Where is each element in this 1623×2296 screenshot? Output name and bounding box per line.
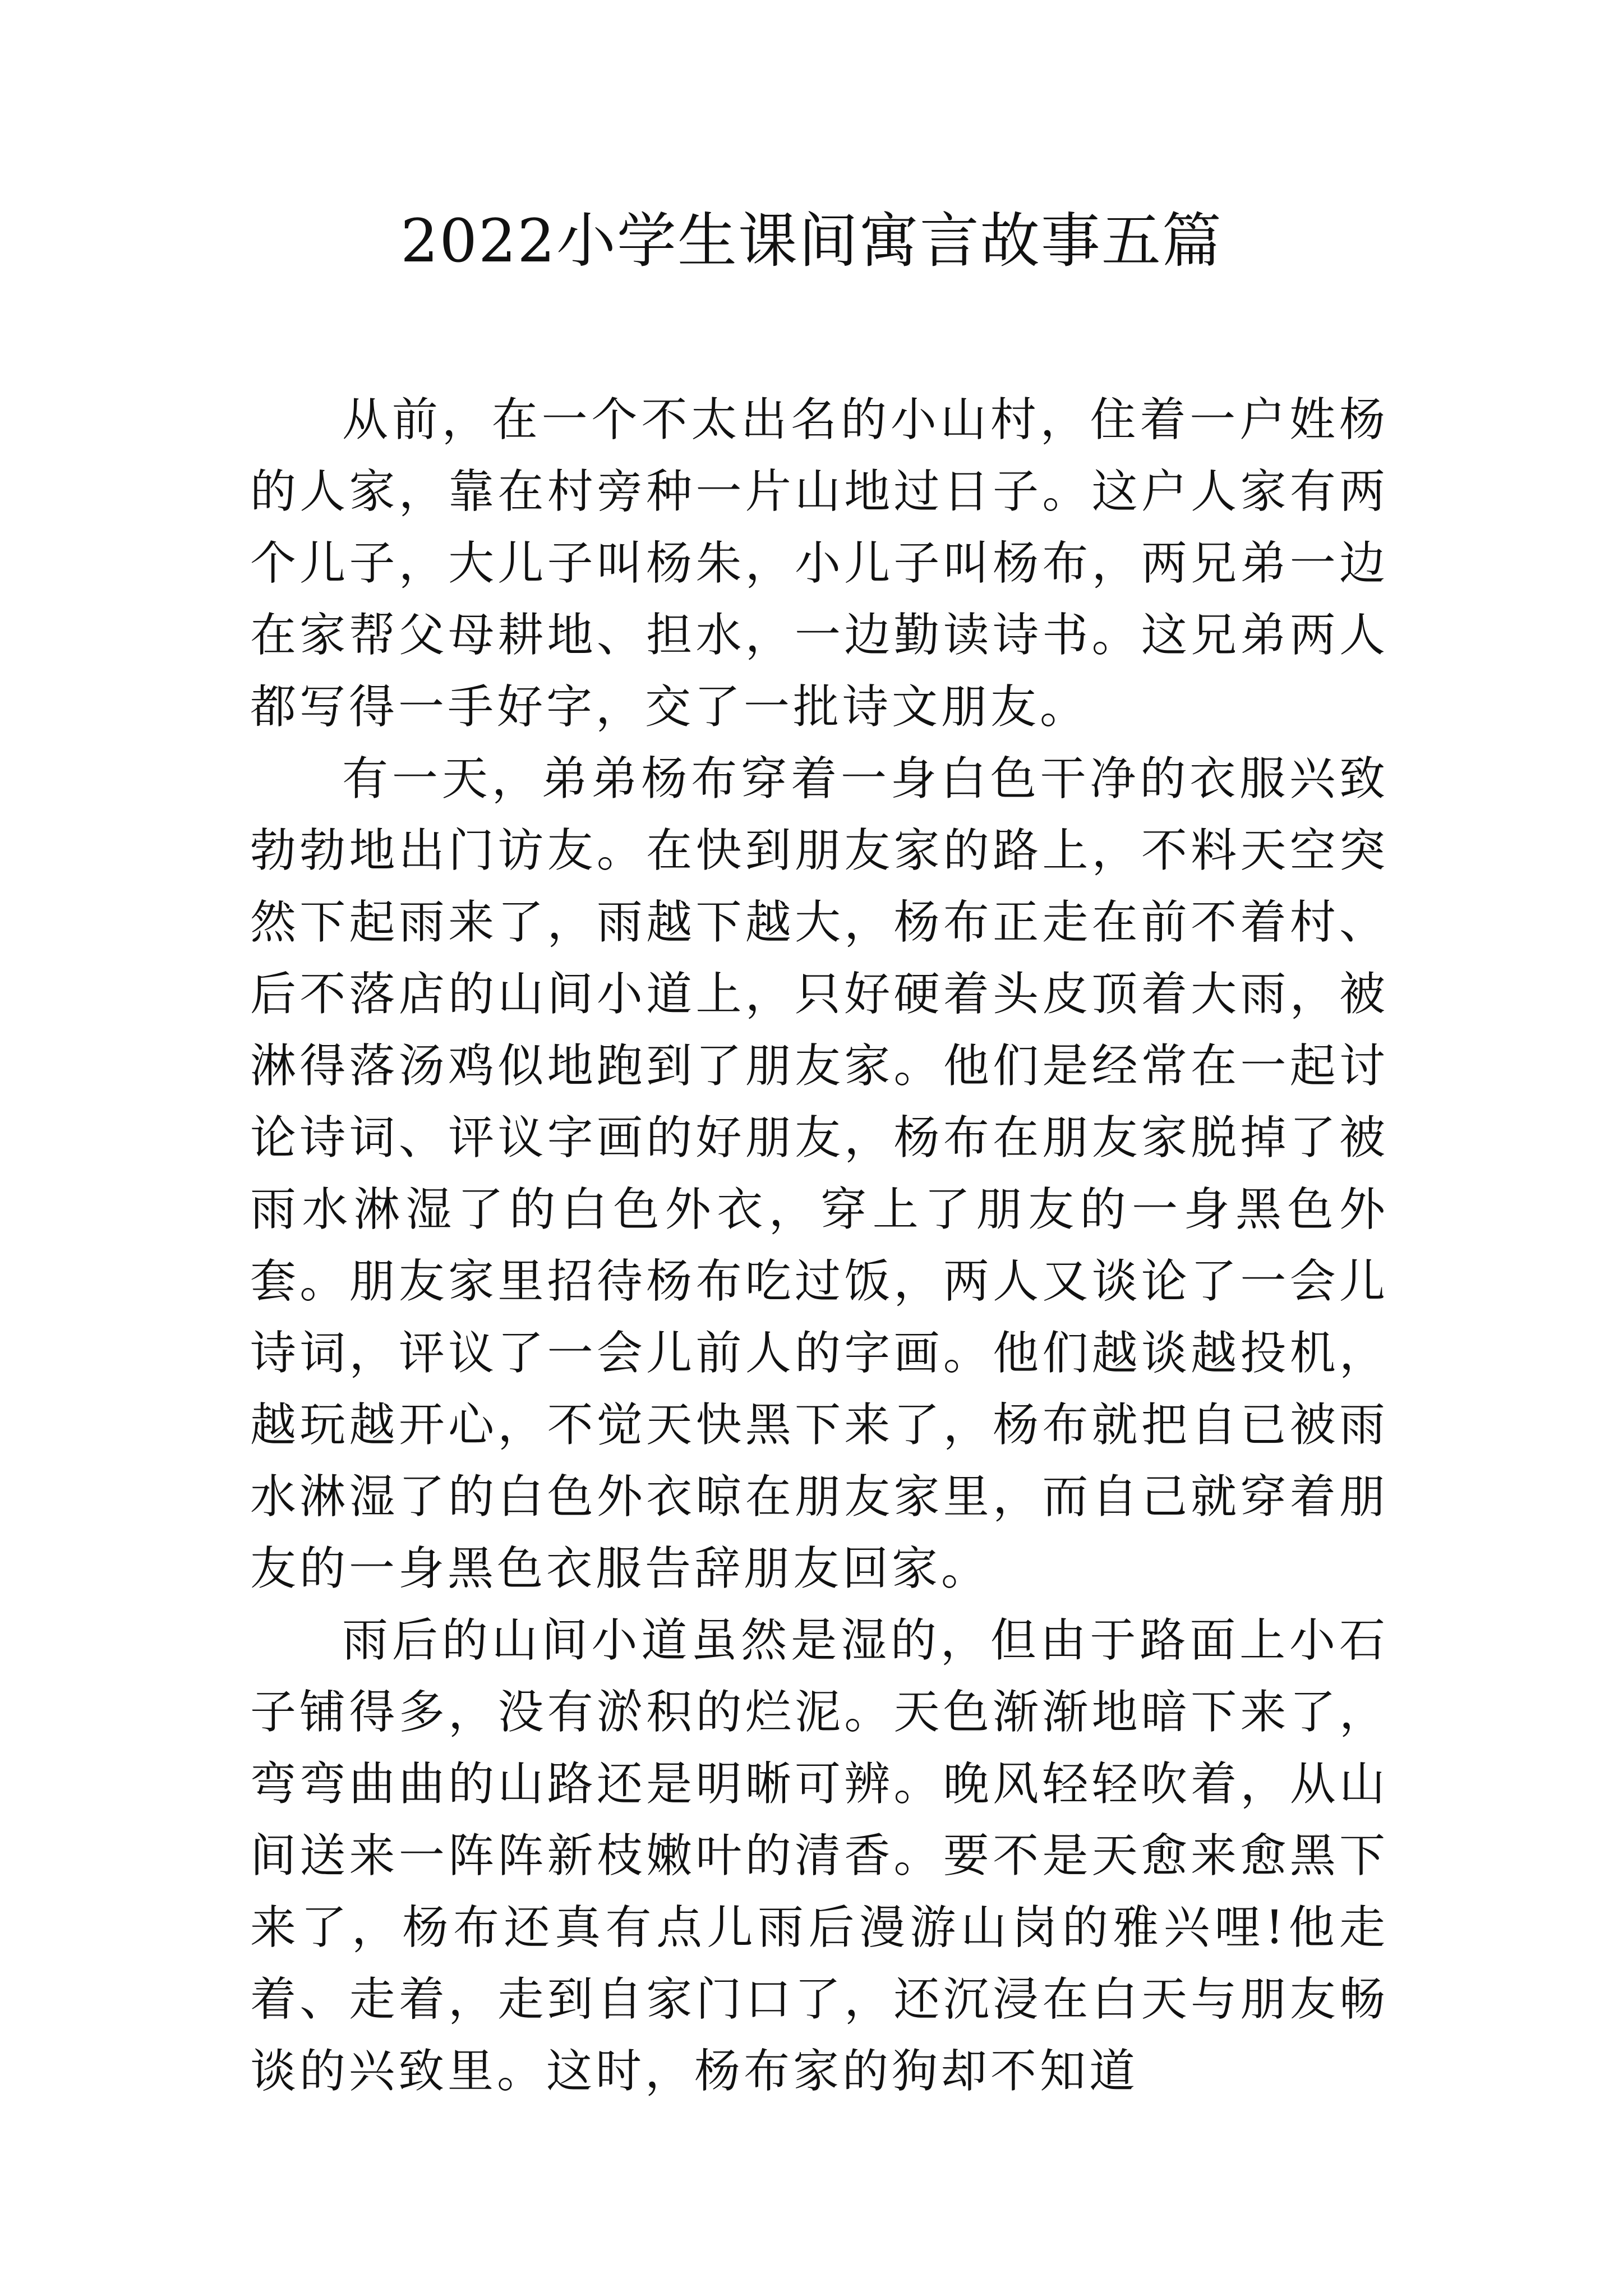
paragraph-1: 从前，在一个不太出名的小山村，住着一户姓杨的人家，靠在村旁种一片山地过日子。这户人家有两个儿子，大儿子叫杨朱，小儿子叫杨布，两兄弟一边在家帮父母耕地、担水，一边勤读诗书。这兄弟两人都写得一手好字，交了一批诗文朋友。 xyxy=(250,393,1389,734)
document-title: 2022小学生课间寓言故事五篇 xyxy=(400,206,1223,275)
paragraph-3: 雨后的山间小道虽然是湿的，但由于路面上小石子铺得多，没有淤积的烂泥。天色渐渐地暗下来了，弯弯曲曲的山路还是明晰可辨。晚风轻轻吹着，从山间送来一阵阵新枝嫩叶的清香。要不是天愈来愈黑下来了，杨布还真有点儿雨后漫游山岗的雅兴哩!他走着、走着，走到自家门口了，还沉浸在白天与朋友畅谈的兴致里。这时，杨布家的狗却不知道 xyxy=(250,1614,1389,2098)
document-body xyxy=(250,384,1389,2108)
paragraph-2: 有一天，弟弟杨布穿着一身白色干净的衣服兴致勃勃地出门访友。在快到朋友家的路上，不料天空突然下起雨来了，雨越下越大，杨布正走在前不着村、后不落店的山间小道上，只好硬着头皮顶着大雨，被淋得落汤鸡似地跑到了朋友家。他们是经常在一起讨论诗词、评议字画的好朋友，杨布在朋友家脱掉了被雨水淋湿了的白色外衣，穿上了朋友的一身黑色外套。朋友家里招待杨布吃过饭，两人又谈论了一会儿诗词，评议了一会儿前人的字画。他们越谈越投机，越玩越开心，不觉天快黑下来了，杨布就把自已被雨水淋湿了的白色外衣晾在朋友家里，而自己就穿着朋友的一身黑色衣服告辞朋友回家。 xyxy=(250,752,1389,1595)
